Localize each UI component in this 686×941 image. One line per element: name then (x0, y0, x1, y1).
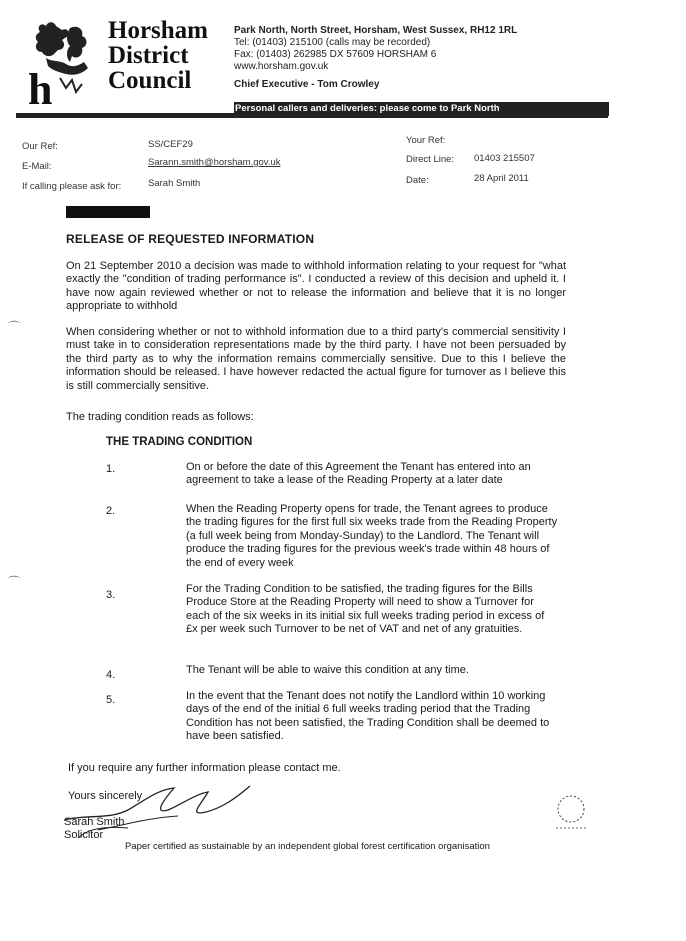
fax-line: Fax: (01403) 262985 DX 57609 HORSHAM 6 (234, 49, 437, 60)
ask-for-label: If calling please ask for: (22, 181, 122, 192)
direct-line-label: Direct Line: (406, 154, 455, 165)
paragraph: The trading condition reads as follows: (66, 411, 254, 423)
clause-number: 2. (106, 505, 116, 517)
council-name-line: Council (108, 67, 192, 94)
address-line: Park North, North Street, Horsham, West Sussex, RH12 1RL (234, 25, 518, 36)
certification-seal-icon (548, 788, 594, 834)
clause-number: 3. (106, 589, 116, 601)
letter-heading: RELEASE OF REQUESTED INFORMATION (66, 232, 315, 246)
redacted-recipient (66, 206, 150, 218)
punch-hole-mark: ⌒ (8, 575, 21, 589)
chief-executive-line: Chief Executive - Tom Crowley (234, 79, 380, 90)
email-link[interactable]: Sarann.smith@horsham.gov.uk (148, 157, 281, 168)
clause-text: The Tenant will be able to waive this condition at any time. (186, 664, 469, 676)
clause-number: 5. (106, 694, 116, 706)
signatory-title: Solicitor (64, 829, 104, 841)
ask-for-value: Sarah Smith (148, 178, 201, 189)
paragraph: On 21 September 2010 a decision was made to withhold information relating to your request for "what exactly the "condition of trading performance is". I conducted a review of this decision and upheld it. I have now again reviewed whether or not to release the information and believe that it is no longer appropriate to withhold (66, 260, 566, 313)
svg-text:h: h (28, 65, 53, 106)
signoff: Yours sincerely (68, 790, 143, 802)
email-label: E-Mail: (22, 161, 52, 172)
clause-text: For the Trading Condition to be satisfied, the trading figures for the Bills Produce Store at the Reading Property will need to show a Turnover for each of the six weeks in its initial six full weeks trading period in excess of £x per week such Turnover to be net of VAT and net of any gratuities. (186, 583, 545, 636)
clause-number: 1. (106, 463, 116, 475)
our-ref-value: SS/CEF29 (148, 139, 193, 150)
your-ref-label: Your Ref: (406, 135, 446, 146)
website-link[interactable]: www.horsham.gov.uk (234, 61, 329, 72)
trading-condition-title: THE TRADING CONDITION (106, 436, 253, 448)
date-value: 28 April 2011 (474, 173, 529, 184)
clause-text: When the Reading Property opens for trade, the Tenant agrees to produce the trading figures for the first full six weeks trade from the Reading Property (a full week being from Monday-Sunday) to the Landlord. The Tenant will produce the trading figures for the previous week's trade within 48 hours of the end of every week (186, 503, 558, 569)
council-name-line: Horsham (108, 17, 208, 44)
council-crest-logo (26, 18, 106, 106)
paragraph: When considering whether or not to withhold information due to a third party's commercial sensitivity I must take in to consideration representations made by the third party. I have not been persuaded by the third party as to why the information remains commercially sensitive. Due to this I believe the information should be released. I have however redacted the actual figure for turnover as I believe this is still commercially sensitive. (66, 326, 566, 392)
direct-line-value: 01403 215507 (474, 153, 535, 164)
footer-note: Paper certified as sustainable by an independent global forest certification organisation (125, 841, 490, 852)
date-label: Date: (406, 175, 429, 186)
punch-hole-mark: ⌒ (8, 320, 21, 334)
council-name-line: District (108, 42, 189, 69)
clause-text: On or before the date of this Agreement the Tenant has entered into an agreement to take a lease of the Reading Property at a later date (186, 461, 531, 487)
closing-line: If you require any further information please contact me. (68, 762, 341, 774)
our-ref-label: Our Ref: (22, 141, 58, 152)
signatory-name: Sarah Smith (64, 816, 125, 828)
address-block (234, 25, 517, 91)
clause-text: In the event that the Tenant does not notify the Landlord within 10 working days of the end of the initial 6 full weeks trading period that the Trading Condition has not been satisfied, the Trading Condition shall be deemed to have been satisfied. (186, 690, 550, 743)
telephone-line: Tel: (01403) 215100 (calls may be recorded) (234, 37, 431, 48)
council-name (108, 18, 208, 93)
delivery-banner: Personal callers and deliveries: please come to Park North (234, 102, 609, 116)
clause-number: 4. (106, 669, 116, 681)
